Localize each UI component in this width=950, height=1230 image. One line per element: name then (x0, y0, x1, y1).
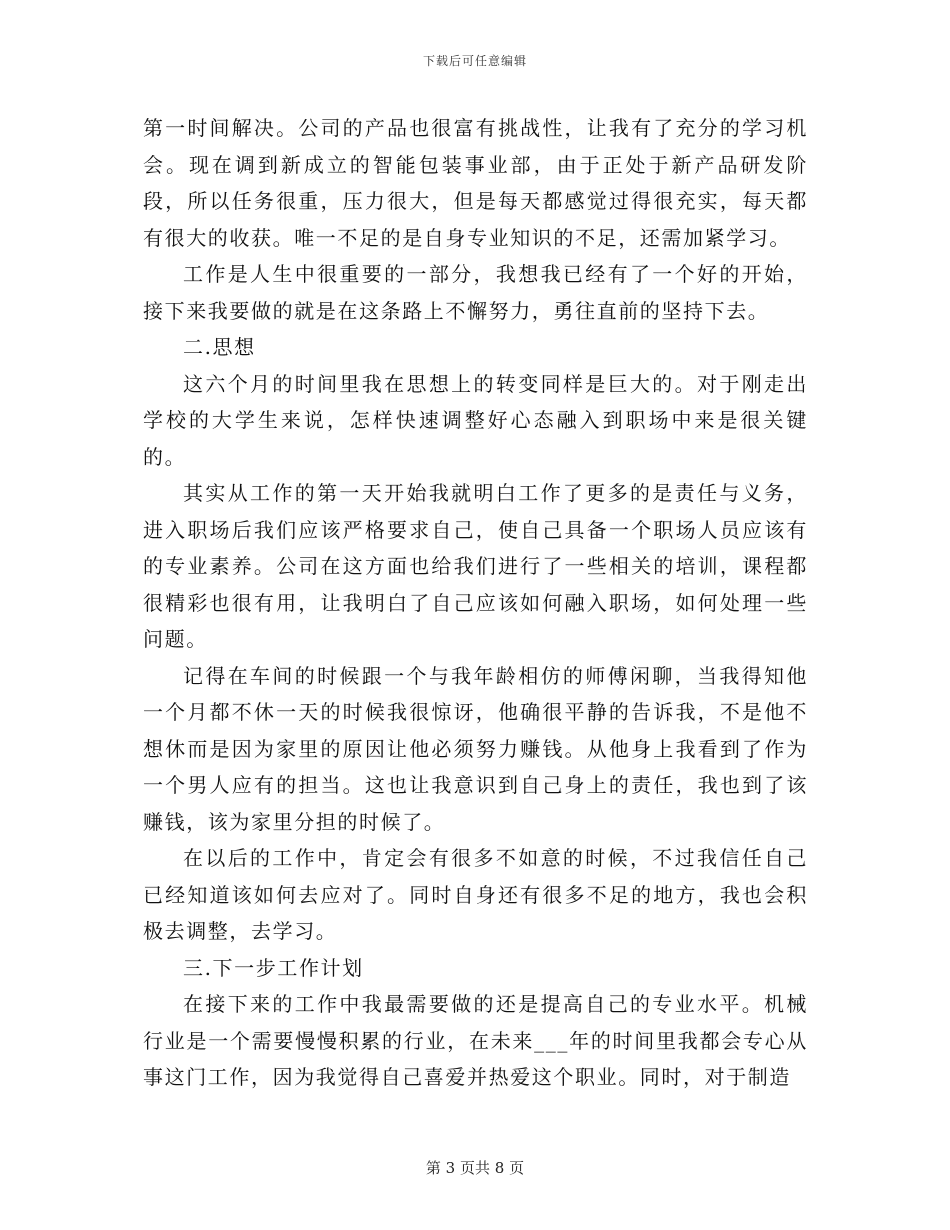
paragraph: 这六个月的时间里我在思想上的转变同样是巨大的。对于刚走出学校的大学生来说，怎样快速调整好心态融入到职场中来是很关键的。 (143, 371, 808, 469)
section-heading-next-plan: 三.下一步工作计划 (183, 955, 364, 980)
document-body (143, 110, 808, 1096)
paragraph: 记得在车间的时候跟一个与我年龄相仿的师傅闲聊，当我得知他一个月都不休一天的时候我很惊讶，他确很平静的告诉我，不是他不想休而是因为家里的原因让他必须努力赚钱。从他身上我看到了作为一个男人应有的担当。这也让我意识到自己身上的责任，我也到了该赚钱，该为家里分担的时候了。 (143, 663, 808, 834)
page-number-footer: 第 3 页共 8 页 (425, 1159, 525, 1177)
paragraph-continued: 第一时间解决。公司的产品也很富有挑战性，让我有了充分的学习机会。现在调到新成立的智能包装事业部，由于正处于新产品研发阶段，所以任务很重，压力很大，但是每天都感觉过得很充实，每天都有很大的收获。唯一不足的是自身专业知识的不足，还需加紧学习。 (143, 116, 808, 250)
paragraph: 其实从工作的第一天开始我就明白工作了更多的是责任与义务，进入职场后我们应该严格要求自己，使自己具备一个职场人员应该有的专业素养。公司在这方面也给我们进行了一些相关的培训，课程都很精彩也很有用，让我明白了自己应该如何融入职场，如何处理一些问题。 (143, 481, 808, 651)
section-heading-thoughts: 二.思想 (183, 335, 256, 359)
paragraph: 在接下来的工作中我最需要做的还是提高自己的专业水平。机械行业是一个需要慢慢积累的行业，在未来___年的时间里我都会专心从事这门工作，因为我觉得自己喜爱并热爱这个职业。同时，对于制造 (143, 992, 808, 1089)
paragraph: 工作是人生中很重要的一部分，我想我已经有了一个好的开始，接下来我要做的就是在这条路上不懈努力，勇往直前的坚持下去。 (143, 262, 808, 323)
paragraph: 在以后的工作中，肯定会有很多不如意的时候，不过我信任自己已经知道该如何去应对了。同时自身还有很多不足的地方，我也会积极去调整，去学习。 (143, 846, 808, 943)
page-header-note: 下载后可任意编辑 (422, 54, 527, 68)
